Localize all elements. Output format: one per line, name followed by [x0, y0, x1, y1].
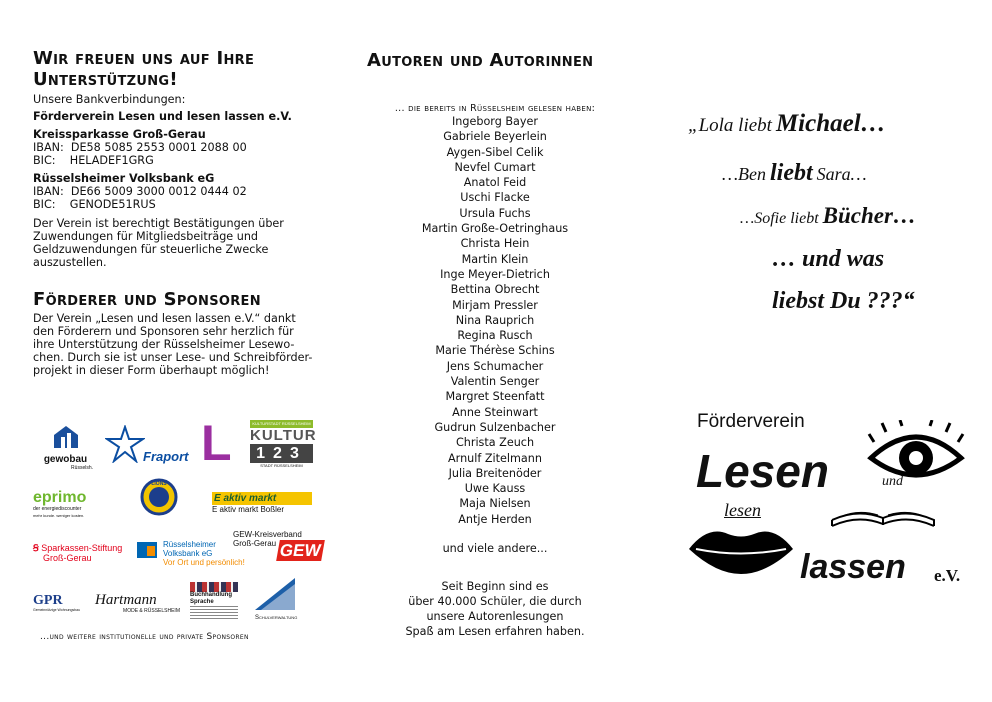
- org-logo-lassen: lassen: [800, 548, 906, 586]
- bank2-name: Rüsselsheimer Volksbank eG: [33, 172, 215, 185]
- author-name: Regina Rusch: [457, 329, 533, 343]
- schulverwaltung-logo: Schulverwaltung: [255, 578, 313, 621]
- eye-icon: [866, 420, 966, 488]
- lions-logo: LIONS: [140, 478, 178, 521]
- house-icon: [52, 425, 80, 449]
- author-name: Nina Rauprich: [455, 313, 535, 327]
- org-logo-ev: e.V.: [934, 566, 961, 585]
- author-name: Bettina Obrecht: [450, 283, 540, 297]
- author-name: Gudrun Sulzenbacher: [434, 420, 556, 434]
- quote-line-2: …Ben liebt Sara…: [722, 160, 867, 186]
- author-name: Margret Steenfatt: [445, 390, 545, 404]
- l-logo: L: [201, 415, 232, 471]
- quote-line-3: …Sofie liebt Bücher…: [740, 203, 916, 228]
- quote-column: [660, 0, 980, 702]
- bank-intro: Unsere Bankverbindungen:: [33, 93, 186, 106]
- account-holder: Förderverein Lesen und lesen lassen e.V.: [33, 110, 292, 123]
- support-title: Wir freuen uns auf Ihre Unterstützung!: [33, 48, 255, 90]
- author-name: Mirjam Pressler: [452, 298, 538, 312]
- support-column: [33, 0, 328, 377]
- author-name: Aygen-Sibel Celik: [446, 145, 544, 159]
- author-name: Arnulf Zitelmann: [448, 451, 542, 465]
- author-name: Maja Nielsen: [459, 497, 531, 511]
- quote-line-4: … und was: [772, 246, 885, 272]
- buch-text-lines: [190, 606, 238, 620]
- org-logo-name: Förderverein: [697, 411, 805, 432]
- volksbank-icon-accent: [147, 546, 155, 556]
- fraport-logo: Fraport: [105, 425, 190, 465]
- author-name: Antje Herden: [458, 512, 532, 526]
- quote-line-1: „Lola liebt Michael…: [688, 110, 886, 137]
- eprimo-logo: eprimo der energiediscounter mehr kunde. weniger kosten.: [33, 489, 87, 518]
- authors-others: und viele andere...: [442, 542, 548, 556]
- buch-image: [190, 582, 238, 592]
- book-icon: [828, 500, 938, 530]
- authors-column: [345, 0, 645, 639]
- author-name: Valentin Senger: [450, 375, 540, 389]
- bank2-iban: IBAN: DE66 5009 3000 0012 0444 02: [33, 185, 247, 198]
- sparkasse-stiftung-logo: Ꞩ Sparkassen-Stiftung Groß-Gerau: [33, 543, 123, 563]
- org-logo-und: und: [882, 474, 903, 489]
- sponsors-footer: ...und weitere institutionelle und private Sponsoren: [40, 632, 249, 642]
- org-logo-lesen: Lesen: [696, 445, 829, 497]
- author-name: Anatol Feid: [463, 176, 527, 190]
- author-name: Gabriele Beyerlein: [443, 130, 547, 144]
- authors-intro: ... die bereits in Rüsselsheim gelesen haben:: [394, 103, 596, 114]
- bank1-bic: BIC: HELADEF1GRG: [33, 154, 154, 167]
- buchhandlung-logo: Buchhandlung Sprache: [190, 582, 238, 620]
- aktiv-markt-logo: E aktiv markt E aktiv markt Boßler: [212, 492, 312, 515]
- org-logo-lesen-handwritten: lesen: [724, 500, 761, 520]
- bank2-bic: BIC: GENODE51RUS: [33, 198, 156, 211]
- kultur123-logo: KULTURSTADT RÜSSELSHEIM KULTUR 123 STADT RÜSSELSHEIM: [250, 421, 317, 468]
- lips-icon: [686, 522, 796, 577]
- star-icon: [105, 425, 145, 463]
- sponsors-title: Förderer und Sponsoren: [33, 289, 261, 310]
- authors-since: Seit Beginn sind es über 40.000 Schüler, die durch unsere Autorenlesungen Spaß am Lesen erfahren haben.: [405, 580, 585, 639]
- bank1-iban: IBAN: DE58 5085 2553 0001 2088 00: [33, 141, 247, 154]
- author-name: Anne Steinwart: [452, 405, 538, 419]
- author-name: Inge Meyer-Dietrich: [440, 267, 550, 281]
- gew-logo: GEW-Kreisverband Groß-Gerau GEW: [233, 530, 313, 548]
- author-name: Martin Große-Oetringhaus: [421, 222, 569, 236]
- hartmann-logo: Hartmann MODE & RÜSSELSHEIM: [95, 592, 180, 614]
- sponsors-text: Der Verein „Lesen und lesen lassen e.V.“ dankt den Förderern und Sponsoren sehr herzlich für ihre Unterstützung der Rüsselsheimer Lesewo- chen. Durch sie ist unser Lese- und Schreibförder- projekt in dieser Form überhaupt möglich!: [33, 312, 313, 377]
- gpr-logo: GPR Gemeinnützige Wohnungsbau: [33, 593, 81, 612]
- author-name: Marie Thérèse Schins: [435, 344, 555, 358]
- quote-line-5: liebst Du ???“: [772, 288, 915, 314]
- sparkasse-icon: Ꞩ: [33, 543, 42, 553]
- author-name: Jens Schumacher: [446, 359, 544, 373]
- building-icon: [255, 578, 295, 610]
- author-name: Uschi Flacke: [460, 191, 530, 205]
- authors-title: Autoren und Autorinnen: [367, 50, 594, 71]
- bank1-name: Kreissparkasse Groß-Gerau: [33, 128, 206, 141]
- author-name: Ingeborg Bayer: [451, 115, 538, 128]
- author-name: Ursula Fuchs: [459, 206, 531, 220]
- author-name: Nevfel Cumart: [454, 160, 536, 174]
- author-list: [345, 114, 645, 527]
- author-name: Uwe Kauss: [464, 482, 526, 496]
- gewobau-logo: gewobau Rüsselsh.: [38, 425, 93, 471]
- author-name: Christa Hein: [460, 237, 530, 251]
- author-name: Julia Breitenöder: [448, 466, 542, 480]
- author-name: Martin Klein: [461, 252, 529, 266]
- author-name: Christa Zeuch: [455, 436, 535, 450]
- tax-note: Der Verein ist berechtigt Bestätigungen über Zuwendungen für Mitgliedsbeiträge und Geldzuwendungen für steuerliche Zwecke auszustellen.: [33, 217, 284, 269]
